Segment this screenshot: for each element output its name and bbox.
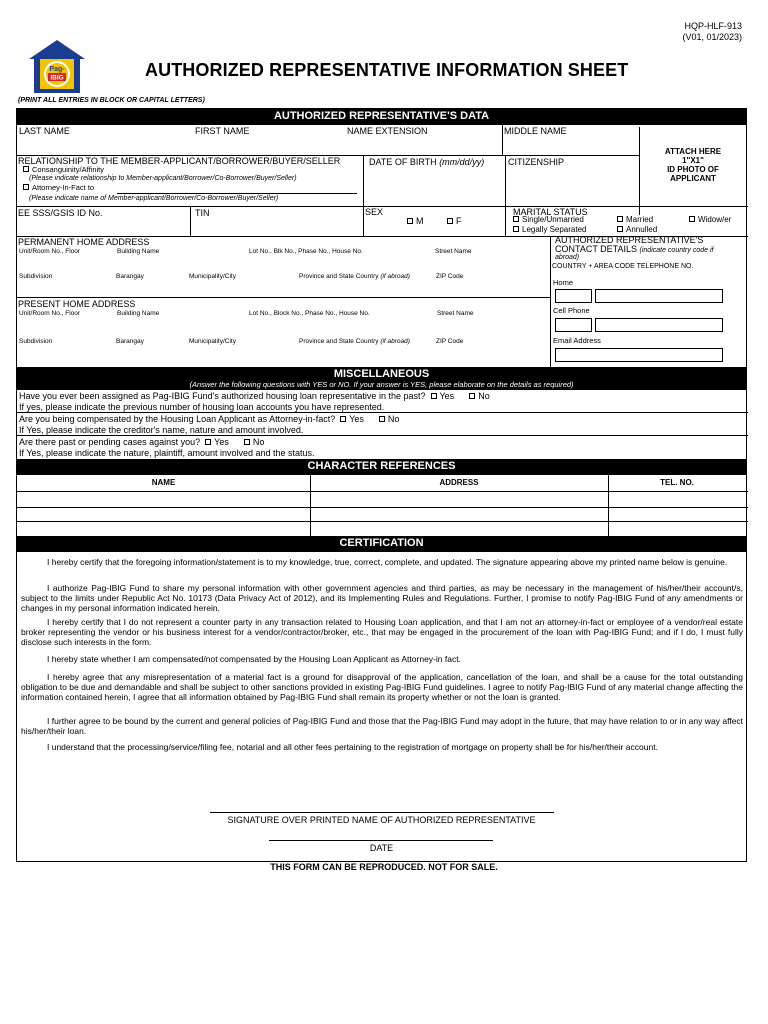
logo-text-bottom: IBIG [50, 74, 64, 82]
perm-municipality-label: Municipality/City [189, 273, 236, 280]
ref-col-name: NAME [151, 478, 176, 487]
cell-area-code-input[interactable] [555, 318, 592, 332]
sex-label: SEX [365, 207, 384, 217]
q3-detail: If Yes, please indicate the nature, plaintiff, amount involved and the status. [19, 448, 315, 458]
misc-header: MISCELLANEOUS [17, 367, 746, 381]
q3-row [19, 437, 264, 447]
q1-row [19, 391, 490, 401]
footer-note: THIS FORM CAN BE REPRODUCED. NOT FOR SALE. [270, 862, 498, 872]
widow-checkbox[interactable] [689, 216, 695, 222]
sex-m-checkbox[interactable] [407, 218, 413, 224]
q1-text: Have you ever been assigned as Pag-IBIG Fund's authorized housing loan representative in the past? [19, 391, 426, 401]
email-input[interactable] [555, 348, 723, 362]
consanguinity-label: Consanguinity/Affinity [32, 165, 104, 174]
q1-detail: If yes, please indicate the previous number of housing loan accounts you have represented. [19, 402, 385, 412]
form-version: (V01, 01/2023) [682, 32, 742, 42]
form-code-block [682, 21, 742, 43]
pag-ibig-logo-icon [26, 37, 88, 99]
cell-phone-input[interactable] [595, 318, 723, 332]
pres-municipality-label: Municipality/City [189, 338, 236, 345]
last-name-label: LAST NAME [19, 126, 70, 136]
q3-yes-label: Yes [214, 437, 229, 447]
perm-building-label: Building Name [117, 248, 160, 255]
attorney-checkbox[interactable] [23, 184, 29, 190]
ref-col-address: ADDRESS [439, 478, 479, 487]
married-option[interactable] [617, 216, 653, 224]
sex-m-label: M [416, 216, 424, 226]
ref-1-name-cell[interactable] [17, 492, 310, 506]
separated-option[interactable] [513, 226, 587, 234]
contact-details-text: CONTACT DETAILS [555, 244, 638, 254]
middle-name-label: MIDDLE NAME [504, 126, 567, 136]
cert-paragraph-3 [21, 617, 743, 647]
q3-no-label: No [252, 437, 265, 447]
cell-phone-label: Cell Phone [553, 306, 590, 315]
cert-p6-text: I further agree to be bound by the current and general policies of Pag-IBIG Fund and those that the Pag-IBIG Fund may adopt in the future, that may have relation to or in any way affect his/her/their loan. [21, 716, 743, 736]
q2-no-label: No [387, 414, 400, 424]
country-code-label: COUNTRY + AREA CODE TELEPHONE NO. [552, 263, 694, 270]
cert-paragraph-5 [21, 672, 743, 702]
q2-text: Are you being compensated by the Housing Loan Applicant as Attorney-in-fact? [19, 414, 336, 424]
page-title: AUTHORIZED REPRESENTATIVE INFORMATION SHEET [145, 60, 629, 80]
perm-unit-label: Unit/Room No., Floor [19, 248, 81, 255]
photo-line-3: ID PHOTO OF [667, 165, 719, 174]
cert-p4-text: I hereby state whether I am compensated/not compensated by the Housing Loan Applicant as Attorney-in fact. [47, 654, 461, 664]
home-phone-input[interactable] [595, 289, 723, 303]
signature-label: SIGNATURE OVER PRINTED NAME OF AUTHORIZED REPRESENTATIVE [227, 815, 536, 825]
q3-text: Are there past or pending cases against you? [19, 437, 201, 447]
cert-paragraph-7 [21, 742, 743, 752]
cert-p1-text: I hereby certify that the foregoing information/statement is to my knowledge, true, correct, complete, and updated. The signature appearing above my printed name below is genuine. [47, 557, 728, 567]
dob-text: DATE OF BIRTH [369, 157, 437, 167]
single-checkbox[interactable] [513, 216, 519, 222]
q1-yes-label: Yes [439, 391, 455, 401]
pres-barangay-label: Barangay [116, 338, 144, 345]
perm-lot-label: Lot No., Blk No., Phase No., House No. [249, 248, 363, 255]
pres-lot-label: Lot No., Block No., Phase No., House No. [249, 310, 370, 317]
pres-province-label [299, 338, 410, 346]
q1-no-label: No [478, 391, 490, 401]
widow-option[interactable] [689, 216, 731, 224]
q2-no-checkbox[interactable] [379, 416, 385, 422]
widow-label: Widow/er [698, 215, 732, 224]
pres-province-text: Province and State Country [299, 338, 379, 345]
contact-title: AUTHORIZED REPRESENTATIVE'S [555, 235, 704, 245]
form-code: HQP-HLF-913 [684, 21, 742, 31]
rep-data-header: AUTHORIZED REPRESENTATIVE'S DATA [17, 109, 746, 125]
cert-p5-text: I hereby agree that any misrepresentation of a material fact is a ground for disapproval of the application, cancellation of the loan, and shall be a cause for the total outstanding obligation to be due and demandable and shall be subject to other sanctions provided in existing Pag-IBIG Fund guidelines. I agree to notify Pag-IBIG Fund of any material change affecting the information contained herein, I agree that all information obtained by Pag-IBIG Fund shall remain its property whether or not the loan is granted. [21, 672, 743, 702]
consanguinity-checkbox[interactable] [23, 166, 29, 172]
signature-line[interactable] [210, 812, 554, 813]
pres-subdivision-label: Subdivision [19, 338, 53, 345]
sex-f-checkbox[interactable] [447, 218, 453, 224]
sss-label: EE SSS/GSIS ID No. [18, 208, 103, 218]
cert-p3-text: I hereby certify that I do not represent a counter party in any transaction related to Housing Loan application, and that I am not an attorney-in-fact or employee of a vendor/real estate broker representing the vendor or his business interest for a vendor/contractor/broker, etc., that may be engaged in the procurement of the loan with Pag-IBIG Fund; and if I do, I must fully disclose such interests in the form. [21, 617, 743, 647]
cert-p7-text: I understand that the processing/service/filing fee, notarial and all other fees pertaining to the registration of mortgage on property shall be for his/her/their account. [47, 742, 658, 752]
q2-yes-label: Yes [349, 414, 364, 424]
separated-checkbox[interactable] [513, 226, 519, 232]
photo-line-2: 1"X1" [682, 156, 704, 165]
single-label: Single/Unmarried [522, 215, 584, 224]
perm-subdivision-label: Subdivision [19, 273, 53, 280]
attorney-name-line[interactable] [117, 193, 357, 194]
q3-no-checkbox[interactable] [244, 439, 250, 445]
separated-label: Legally Separated [522, 225, 587, 234]
name-extension-label: NAME EXTENSION [347, 126, 428, 136]
photo-line-4: APPLICANT [670, 174, 716, 183]
perm-barangay-label: Barangay [116, 273, 144, 280]
attorney-label: Attorney-In-Fact to [32, 183, 95, 192]
relationship-label: RELATIONSHIP TO THE MEMBER-APPLICANT/BORROWER/BUYER/SELLER [18, 156, 341, 166]
tin-label: TIN [195, 208, 210, 218]
logo-text-top: Pag- [49, 66, 65, 73]
photo-box[interactable] [639, 127, 746, 215]
cert-p2-text: I authorize Pag-IBIG Fund to share my personal information with other government agencies and third parties, as may be necessary in the management of his/her/their account/s, subject to the limits under Republic Act No. 10173 (Data Privacy Act of 2012), and its Implementing Rules and Regulations. Further, I promise to notify Pag-IBIG Fund of any amendments or changes in my personal information indicated herein. [21, 583, 743, 613]
home-label: Home [553, 278, 574, 287]
perm-province-text: Province and State Country [299, 273, 379, 280]
photo-line-1: ATTACH HERE [664, 147, 722, 156]
first-name-label: FIRST NAME [195, 126, 250, 136]
citizenship-label: CITIZENSHIP [508, 157, 565, 167]
annulled-checkbox[interactable] [617, 226, 623, 232]
pres-unit-label: Unit/Room No., Floor [19, 310, 81, 317]
pres-building-label: Building Name [117, 310, 160, 317]
print-instruction: (PRINT ALL ENTRIES IN BLOCK OR CAPITAL LETTERS) [18, 97, 205, 104]
form-frame [16, 108, 747, 862]
pres-zip-label: ZIP Code [436, 338, 464, 345]
ref-col-tel: TEL. NO. [660, 478, 694, 487]
ref-3-name-cell[interactable] [17, 522, 310, 535]
cert-paragraph-4 [21, 654, 743, 664]
certification-header: CERTIFICATION [17, 536, 746, 552]
perm-street-label: Street Name [435, 248, 472, 255]
perm-if-abroad: (if abroad) [380, 273, 410, 280]
q2-yes-checkbox[interactable] [340, 416, 346, 422]
date-line[interactable] [269, 840, 493, 841]
attorney-note: (Please indicate name of Member-applicant/Borrower/Co-Borrower/Buyer/Seller) [29, 195, 279, 202]
cert-paragraph-1 [21, 557, 743, 567]
perm-zip-label: ZIP Code [436, 273, 464, 280]
permanent-address-label: PERMANENT HOME ADDRESS [18, 237, 150, 247]
date-label: DATE [369, 843, 394, 853]
contact-note-2: abroad) [555, 254, 580, 261]
sex-f-label: F [456, 216, 462, 226]
email-label: Email Address [553, 336, 601, 345]
annulled-option[interactable] [617, 226, 657, 234]
marital-status-label: MARITAL STATUS [513, 207, 588, 217]
q2-detail: If Yes, please indicate the creditor's name, nature and amount involved. [19, 425, 304, 435]
cert-paragraph-2 [21, 583, 743, 613]
references-header: CHARACTER REFERENCES [17, 459, 746, 475]
ref-2-name-cell[interactable] [17, 508, 310, 521]
pres-street-label: Street Name [437, 310, 474, 317]
married-label: Married [626, 215, 654, 224]
sex-m-option[interactable] [407, 216, 424, 226]
pres-if-abroad: (if abroad) [380, 338, 410, 345]
dob-format: (mm/dd/yy) [439, 157, 485, 167]
home-area-code-input[interactable] [555, 289, 592, 303]
consanguinity-option[interactable] [23, 166, 104, 174]
misc-note: (Answer the following questions with YES or NO. If your answer is YES, please elaborate on the details as required) [17, 381, 746, 390]
sex-f-option[interactable] [447, 216, 462, 226]
contact-note-1: (indicate country code if [639, 247, 714, 254]
attorney-option[interactable] [23, 184, 94, 192]
perm-province-label [299, 273, 410, 281]
cert-paragraph-6 [21, 716, 743, 736]
present-address-label: PRESENT HOME ADDRESS [18, 299, 136, 309]
consanguinity-note: (Please indicate relationship to Member-applicant/Borrower/Co-Borrower/Buyer/Seller) [29, 175, 297, 182]
q3-yes-checkbox[interactable] [205, 439, 211, 445]
q2-row [19, 414, 399, 424]
q1-yes-checkbox[interactable] [431, 393, 437, 399]
q1-no-checkbox[interactable] [469, 393, 475, 399]
married-checkbox[interactable] [617, 216, 623, 222]
annulled-label: Annulled [626, 225, 658, 234]
dob-label [369, 157, 484, 167]
single-option[interactable] [513, 216, 584, 224]
